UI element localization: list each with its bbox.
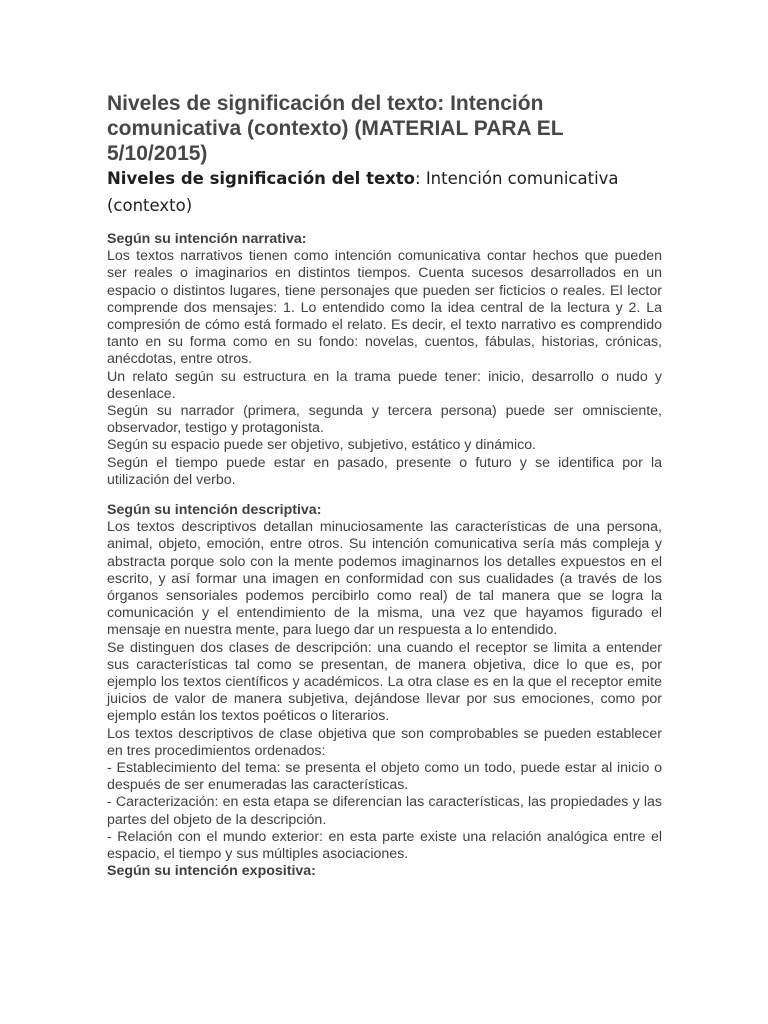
subtitle-rest: : Intención comunicativa (contexto) [107, 169, 619, 215]
paragraph: - Establecimiento del tema: se presenta el objeto como un todo, puede estar al inicio o después de ser enumeradas las características. [107, 760, 662, 794]
paragraph: Según el tiempo puede estar en pasado, presente o futuro y se identifica por la utilización del verbo. [107, 454, 662, 488]
section-narrativa [107, 231, 662, 489]
section-heading-expositiva: Según su intención expositiva: [107, 863, 316, 879]
paragraph: - Caracterización: en esta etapa se diferencian las características, las propiedades y las partes del objeto de la descripción. [107, 794, 662, 828]
paragraph: Según su narrador (primera, segunda y tercera persona) puede ser omnisciente, observador, testigo y protagonista. [107, 403, 662, 437]
document-subtitle [107, 165, 667, 219]
section-expositiva [107, 863, 662, 880]
paragraph: Los textos narrativos tienen como intención comunicativa contar hechos que pueden ser reales o imaginarios en distintos tiempos. Cuenta sucesos desarrollados en un espacio o distintos lugares, tiene personajes que pueden ser ficticios o reales. El lector comprende dos mensajes: 1. Lo entendido como la idea central de la lectura y 2. La compresión de cómo está formado el relato. Es decir, el texto narrativo es comprendido tanto en su forma como en su fondo: novelas, cuentos, fábulas, historias, crónicas, anécdotas, entre otros. [107, 248, 662, 368]
section-heading-descriptiva: Según su intención descriptiva: [107, 502, 322, 518]
paragraph: Los textos descriptivos de clase objetiva que son comprobables se pueden establecer en tres procedimientos ordenados: [107, 725, 662, 759]
section-heading-narrativa: Según su intención narrativa: [107, 231, 307, 247]
paragraph: - Relación con el mundo exterior: en esta parte existe una relación analógica entre el espacio, el tiempo y sus múltiples asociaciones. [107, 828, 662, 863]
document-title: Niveles de significación del texto: Intención comunicativa (contexto) (MATERIAL PARA EL 5/10/2015) [107, 92, 564, 165]
paragraph: Según su espacio puede ser objetivo, subjetivo, estático y dinámico. [107, 437, 537, 454]
paragraph: Se distinguen dos clases de descripción: una cuando el receptor se limita a entender sus características tal como se presentan, de manera objetiva, dice lo que es, por ejemplo los textos científicos y académicos. La otra clase es en la que el receptor emite juicios de valor de manera subjetiva, dejándose llevar por sus emociones, como por ejemplo están los textos poéticos o literarios. [107, 639, 662, 725]
paragraph: Los textos descriptivos detallan minuciosamente las características de una persona, animal, objeto, emoción, entre otros. Su intención comunicativa sería más compleja y abstracta porque solo con la mente podemos imaginarnos los detalles expuestos en el escrito, y así formar una imagen en conformidad con sus cualidades (a través de los órganos sensoriales podemos percibirlo como real) de tal manera que se logra la comunicación y el entendimiento de la misma, una vez que hayamos figurado el mensaje en nuestra mente, para luego dar un respuesta a lo entendido. [107, 519, 662, 639]
paragraph: Un relato según su estructura en la trama puede tener: inicio, desarrollo o nudo y desenlace. [107, 368, 662, 402]
section-descriptiva [107, 502, 662, 863]
subtitle-strong: Niveles de significación del texto [107, 169, 416, 188]
